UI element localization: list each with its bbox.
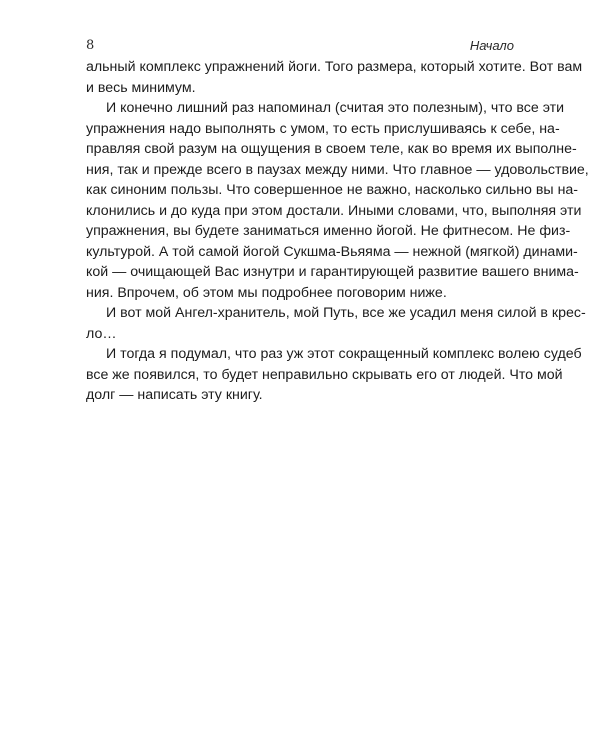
text-line: упражнения надо выполнять с умом, то есть прислушиваясь к себе, на- xyxy=(86,120,560,137)
text-line: ния. Впрочем, об этом мы подробнее поговорим ниже. xyxy=(86,284,447,301)
text-line: и весь минимум. xyxy=(86,79,196,96)
text-line: долг — написать эту книгу. xyxy=(86,387,263,403)
text-line: кой — очищающей Вас изнутри и гарантирующей развитие вашего внима- xyxy=(86,264,579,280)
text-line: И вот мой Ангел-хранитель, мой Путь, все же усадил меня силой в крес- xyxy=(106,305,586,321)
text-line: как синоним пользы. Что совершенное не важно, насколько сильно вы на- xyxy=(86,182,579,198)
text-line: ния, так и прежде всего в паузах между ними. Что главное — удовольствие, xyxy=(86,161,589,178)
page-number: 8 xyxy=(86,38,95,53)
text-line: правляя свой разум на ощущения в своем теле, как во время их выполне- xyxy=(86,141,577,157)
body-text xyxy=(86,57,589,406)
text-line: все же появился, то будет неправильно скрывать его от людей. Что мой xyxy=(86,366,563,383)
paragraph xyxy=(86,57,583,98)
text-line: упражнения, вы будете заниматься именно йогой. Не фитнесом. Не физ- xyxy=(86,223,571,239)
text-line: клонились и до куда при этом достали. Иными словами, что, выполняя эти xyxy=(86,202,582,219)
text-line: И тогда я подумал, что раз уж этот сокращенный комплекс волею судеб xyxy=(106,346,582,362)
text-line: И конечно лишний раз напоминал (считая это полезным), что все эти xyxy=(106,100,565,116)
text-line: альный комплекс упражнений йоги. Того размера, который хотите. Вот вам xyxy=(86,59,583,75)
text-line: ло… xyxy=(86,325,117,342)
paragraph xyxy=(86,344,582,406)
text-line: культурой. А той самой йогой Сукшма-Вьяяма — нежной (мягкой) динами- xyxy=(86,243,578,260)
paragraph xyxy=(86,98,589,303)
running-head: Начало xyxy=(469,38,514,53)
paragraph xyxy=(86,303,586,344)
